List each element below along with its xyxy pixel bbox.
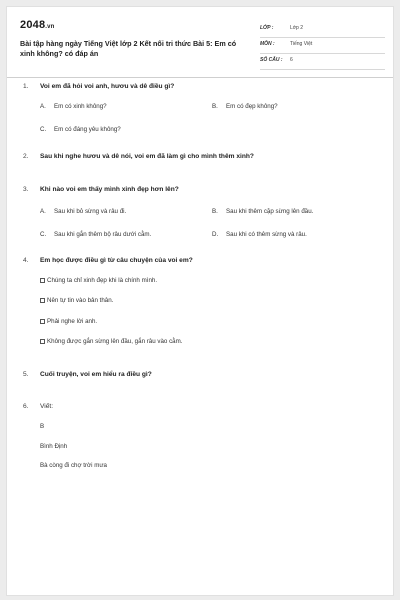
option-b[interactable]: [212, 208, 313, 215]
option-letter: A.: [40, 103, 46, 110]
meta-value: Lớp 2: [290, 25, 304, 31]
option-text: Sau khi thêm cặp sừng lên đầu.: [226, 208, 314, 215]
option-letter: B.: [212, 208, 218, 215]
option-b[interactable]: [212, 103, 278, 110]
option-letter: C.: [40, 126, 47, 133]
checkbox-icon[interactable]: [40, 339, 45, 344]
writing-line: B: [40, 423, 45, 430]
option-letter: B.: [212, 103, 218, 110]
checkbox-option[interactable]: [40, 277, 157, 284]
meta-value: 6: [290, 57, 293, 63]
question-text: Em học được điều gì từ câu chuyện của voi em?: [40, 257, 193, 264]
question-text: Viết:: [40, 403, 54, 410]
meta-panel: [260, 22, 385, 70]
document-title: Bài tập hàng ngày Tiếng Việt lớp 2 Kết nối tri thức Bài 5: Em có xinh không? có đáp án: [20, 39, 237, 58]
logo-main: 2048: [20, 19, 46, 31]
checkbox-label: Chúng ta chỉ xinh đẹp khi là chính mình.: [47, 277, 158, 284]
option-text: Sau khi bỏ sừng và râu đi.: [54, 208, 127, 215]
checkbox-icon[interactable]: [40, 298, 45, 303]
checkbox-label: Nên tự tin vào bản thân.: [47, 297, 114, 304]
option-letter: A.: [40, 208, 46, 215]
meta-key: MÔN :: [260, 41, 275, 47]
worksheet-header: [20, 19, 385, 67]
site-logo[interactable]: [20, 19, 55, 31]
logo-suffix: .vn: [45, 24, 55, 30]
question-number: 3.: [23, 186, 29, 193]
option-c[interactable]: [40, 126, 121, 133]
checkbox-option[interactable]: [40, 338, 183, 345]
option-text: Sau khi gắn thêm bộ râu dưới cằm.: [54, 231, 152, 238]
question-number: 6.: [23, 403, 29, 410]
meta-row-count: [260, 54, 385, 70]
checkbox-icon[interactable]: [40, 319, 45, 324]
header-divider: [7, 77, 393, 78]
option-letter: D.: [212, 231, 219, 238]
worksheet-page: [6, 6, 394, 596]
writing-line: Bình Định: [40, 443, 68, 450]
meta-row-class: [260, 22, 385, 38]
question-number: 1.: [23, 83, 29, 90]
option-text: Em có đáng yêu không?: [54, 126, 121, 133]
option-text: Em có đẹp không?: [226, 103, 278, 110]
checkbox-label: Phải nghe lời anh.: [47, 318, 98, 325]
meta-key: SỐ CÂU :: [260, 57, 283, 63]
option-c[interactable]: [40, 231, 151, 238]
meta-key: LỚP :: [260, 25, 274, 31]
option-d[interactable]: [212, 231, 307, 238]
option-a[interactable]: [40, 103, 107, 110]
question-text: Cuối truyện, voi em hiểu ra điều gì?: [40, 371, 152, 378]
checkbox-label: Không được gắn sừng lên đầu, gắn râu vào cằm.: [47, 338, 183, 345]
checkbox-option[interactable]: [40, 318, 97, 325]
meta-value: Tiếng Việt: [290, 41, 313, 47]
option-text: Sau khi có thêm sừng và râu.: [226, 231, 307, 238]
checkbox-icon[interactable]: [40, 278, 45, 283]
option-text: Em có xinh không?: [54, 103, 107, 110]
question-text: Khi nào voi em thấy mình xinh đẹp hơn lên?: [40, 186, 179, 193]
option-a[interactable]: [40, 208, 126, 215]
question-number: 5.: [23, 371, 29, 378]
meta-row-subject: [260, 38, 385, 54]
question-text: Sau khi nghe hươu và dê nói, voi em đã làm gì cho mình thêm xinh?: [40, 153, 254, 160]
question-number: 2.: [23, 153, 29, 160]
question-number: 4.: [23, 257, 29, 264]
writing-line: Bà còng đi chợ trời mưa: [40, 462, 107, 469]
question-text: Voi em đã hỏi voi anh, hươu và dê điều gì?: [40, 83, 175, 90]
option-letter: C.: [40, 231, 47, 238]
checkbox-option[interactable]: [40, 297, 113, 304]
